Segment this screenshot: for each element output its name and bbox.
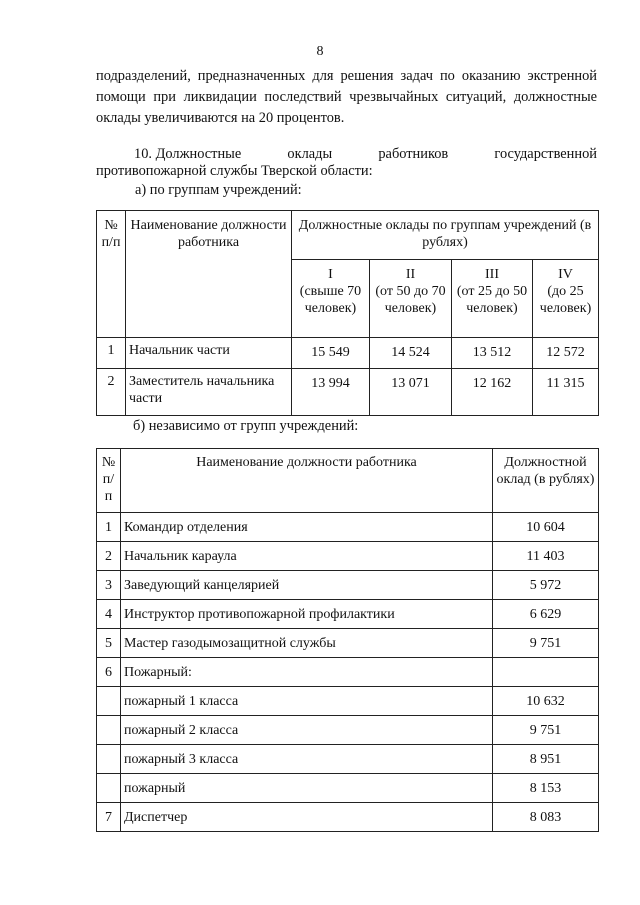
row-position-name: пожарный 2 класса [121, 716, 493, 745]
row-value: 8 083 [493, 803, 599, 832]
clause-word: оклады [287, 146, 333, 162]
header-position-name: Наименование должности работника [126, 211, 292, 338]
row-value: 13 994 [292, 369, 370, 416]
row-value: 12 572 [533, 338, 599, 369]
row-position-name: пожарный 1 класса [121, 687, 493, 716]
table-row [97, 716, 599, 745]
row-number: 7 [97, 803, 121, 832]
table-row [97, 369, 599, 416]
row-position-name: пожарный 3 класса [121, 745, 493, 774]
row-number [97, 745, 121, 774]
row-value [493, 658, 599, 687]
table-row [97, 338, 599, 369]
table-row [97, 658, 599, 687]
row-number [97, 774, 121, 803]
row-position-name: Заведующий канцелярией [121, 571, 493, 600]
row-number: 2 [97, 369, 126, 416]
row-value: 13 512 [452, 338, 533, 369]
row-value: 10 604 [493, 513, 599, 542]
group-header-ii: II (от 50 до 70 человек) [370, 259, 452, 337]
row-value: 9 751 [493, 716, 599, 745]
clause-10-line2: противопожарной службы Тверской области: [96, 163, 373, 179]
row-value: 11 403 [493, 542, 599, 571]
row-number: 1 [97, 513, 121, 542]
header-group-salaries: Должностные оклады по группам учреждений (в рублях) [292, 211, 599, 260]
row-value: 11 315 [533, 369, 599, 416]
row-value: 14 524 [370, 338, 452, 369]
row-value: 5 972 [493, 571, 599, 600]
row-position-name: Начальник караула [121, 542, 493, 571]
table-row [97, 513, 599, 542]
table-row [97, 600, 599, 629]
table-row [97, 542, 599, 571]
row-number: 2 [97, 542, 121, 571]
row-position-name: Командир отделения [121, 513, 493, 542]
row-value: 9 751 [493, 629, 599, 658]
salary-table-independent [96, 448, 599, 832]
table-row [97, 745, 599, 774]
clause-word: работников [378, 146, 449, 162]
row-position-name: Инструктор противопожарной профилактики [121, 600, 493, 629]
row-number: 3 [97, 571, 121, 600]
subheading-b: б) независимо от групп учреждений: [133, 418, 359, 434]
row-number: 6 [97, 658, 121, 687]
header-position-name: Наименование должности работника [121, 449, 493, 513]
table-row [97, 571, 599, 600]
page-number: 8 [316, 44, 324, 59]
group-header-iii: III (от 25 до 50 человек) [452, 259, 533, 337]
header-salary: Должностной оклад (в рублях) [493, 449, 599, 513]
row-position-name: Начальник части [126, 338, 292, 369]
header-number: № п/п [97, 211, 126, 338]
row-number [97, 687, 121, 716]
row-value: 6 629 [493, 600, 599, 629]
intro-paragraph: подразделений, предназначенных для решения задач по оказанию экстренной помощи при ликвидации последствий чрезвычайных ситуаций, должностные оклады увеличиваются на 20 процентов. [96, 68, 597, 126]
table-row [97, 803, 599, 832]
row-position-name: Заместитель начальника части [126, 369, 292, 416]
header-number: № п/п [97, 449, 121, 513]
table-header-row [97, 449, 599, 513]
row-value: 12 162 [452, 369, 533, 416]
row-value: 8 153 [493, 774, 599, 803]
row-position-name: Мастер газодымозащитной службы [121, 629, 493, 658]
group-header-iv: IV (до 25 человек) [533, 259, 599, 337]
table-row [97, 629, 599, 658]
row-number [97, 716, 121, 745]
salary-table-by-group [96, 210, 599, 416]
row-position-name: пожарный [121, 774, 493, 803]
clause-word: государственной [494, 146, 597, 162]
row-position-name: Пожарный: [121, 658, 493, 687]
group-header-i: I (свыше 70 человек) [292, 259, 370, 337]
row-value: 8 951 [493, 745, 599, 774]
clause-word: 10. Должностные [134, 146, 242, 162]
row-number: 1 [97, 338, 126, 369]
table-row [97, 687, 599, 716]
subheading-a: а) по группам учреждений: [135, 182, 302, 198]
table-row [97, 774, 599, 803]
row-number: 4 [97, 600, 121, 629]
row-position-name: Диспетчер [121, 803, 493, 832]
row-value: 10 632 [493, 687, 599, 716]
table-header-row [97, 211, 599, 260]
row-value: 15 549 [292, 338, 370, 369]
row-value: 13 071 [370, 369, 452, 416]
row-number: 5 [97, 629, 121, 658]
